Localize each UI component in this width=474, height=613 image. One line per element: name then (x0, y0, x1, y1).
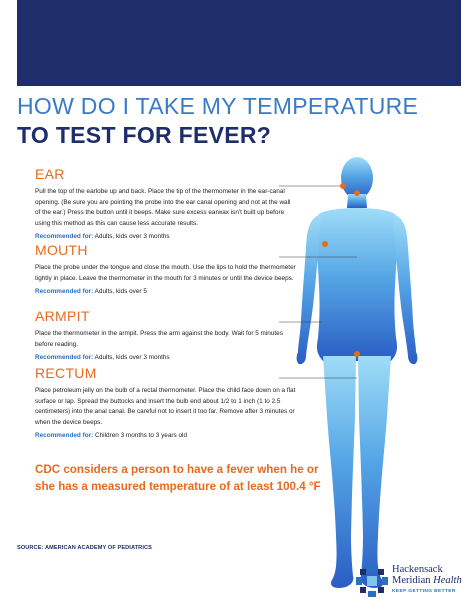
section-mouth (35, 242, 297, 298)
recommended-label: Recommended for: (35, 288, 94, 296)
title-line-2: TO TEST FOR FEVER? (17, 122, 272, 148)
logo-tagline: KEEP GETTING BETTER (392, 589, 456, 594)
header-banner (17, 0, 461, 86)
recommended-value: Children 3 months to 3 years old (95, 432, 188, 440)
recommended-label: Recommended for: (35, 432, 94, 440)
section-heading: EAR (35, 166, 65, 182)
section-armpit (35, 308, 297, 364)
recommended-value: Adults, kids over 3 months (94, 354, 170, 362)
recommended-value: Adults, kids over 5 (94, 288, 147, 296)
recommended-label: Recommended for: (35, 233, 94, 241)
logo-line-1: Hackensack (392, 564, 443, 575)
logo-line-2a: Meridian (392, 575, 434, 586)
recommended-label: Recommended for: (35, 354, 94, 362)
recommended-line (35, 353, 297, 364)
section-instructions: Pull the top of the earlobe up and back. Place the tip of the thermometer in the ear-canal opening. (Be sure you are pointing the probe into the ear canal opening and not at the wall of the ear.) Press the button until it beeps. Make sure excess earwax isn't built up before using this method as this can cause less accurate results. (35, 188, 291, 227)
hackensack-logo-icon (356, 565, 388, 597)
cdc-fever-note: CDC considers a person to have a fever when he or she has a measured temperature of at least 100.4 °F (35, 463, 321, 493)
recommended-value: Adults, kids over 3 months (94, 233, 170, 241)
rectum-point-marker (354, 351, 360, 357)
ear-point-marker (340, 183, 346, 189)
section-heading: MOUTH (35, 242, 88, 258)
section-instructions: Place the probe under the tongue and close the mouth. Use the lips to hold the thermometer tightly in place. Leave the thermometer in the mouth for 3 minutes or until the device beeps. (35, 264, 296, 282)
title-line-1: HOW DO I TAKE MY TEMPERATURE (17, 93, 419, 119)
section-rectum (35, 365, 297, 442)
body-shape (297, 157, 418, 588)
section-heading: ARMPIT (35, 308, 90, 324)
logo-line-2 (392, 575, 462, 586)
logo-wordmark (392, 564, 462, 586)
mouth-point-marker (354, 190, 360, 196)
recommended-line (35, 287, 297, 298)
recommended-line (35, 431, 297, 442)
armpit-point-marker (322, 241, 328, 247)
body-silhouette-figure (279, 156, 445, 596)
logo-line-2b: Health (433, 575, 462, 586)
section-heading: RECTUM (35, 365, 97, 381)
section-instructions: Place petroleum jelly on the bulb of a rectal thermometer. Place the child face down on a flat surface or lap. Spread the buttocks and insert the bulb end about 1/2 to 1 inch (1 to 2.5 centimeters) into the anal canal. Be careful not to insert it too far. Remove after 3 minutes or when the device beeps. (35, 387, 296, 426)
section-ear (35, 166, 297, 243)
section-instructions: Place the thermometer in the armpit. Press the arm against the body. Wait for 5 minutes before reading. (35, 330, 283, 348)
source-citation: SOURCE: AMERICAN ACADEMY OF PEDIATRICS (17, 545, 152, 551)
